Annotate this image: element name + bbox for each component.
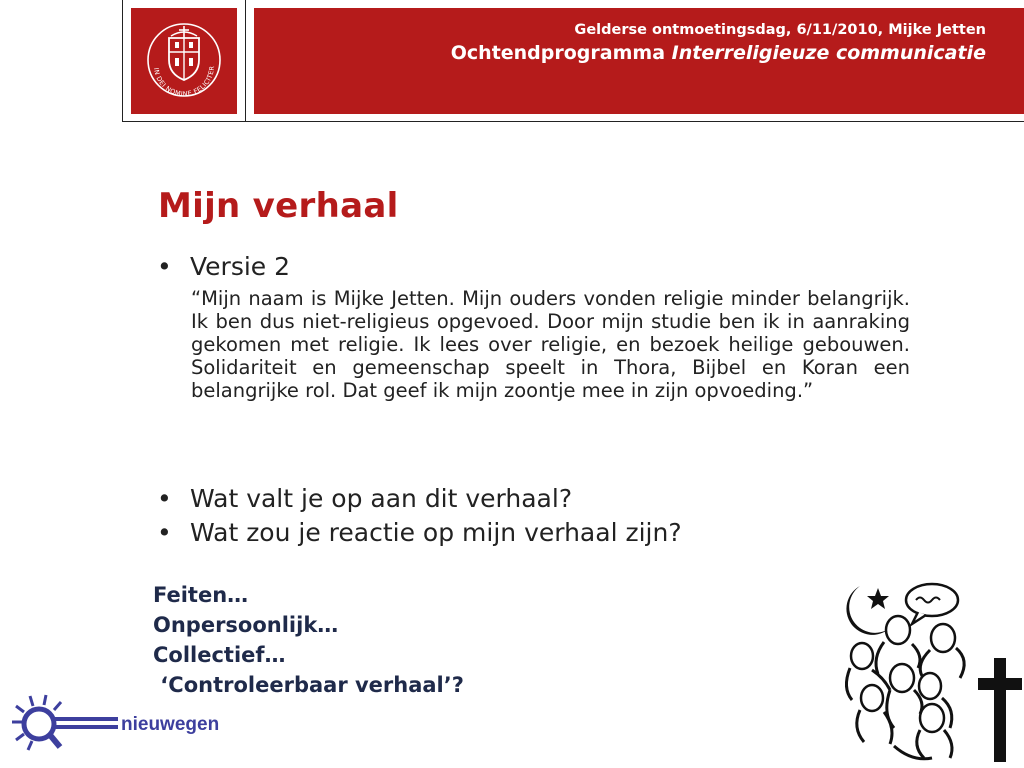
slide-title: Mijn verhaal <box>158 186 399 226</box>
bullet-label: Wat valt je op aan dit verhaal? <box>190 484 573 513</box>
event-subtitle: Gelderse ontmoetingsdag, 6/11/2010, Mijke Jetten <box>574 22 986 38</box>
header-divider <box>245 0 246 122</box>
university-logo <box>131 8 237 114</box>
fact-line: ‘Controleerbaar verhaal’? <box>153 673 464 697</box>
bullet-dot: • <box>157 252 172 281</box>
bullet-dot: • <box>157 518 172 547</box>
bullet-label: Wat zou je reactie op mijn verhaal zijn? <box>190 518 682 547</box>
program-title <box>451 42 986 64</box>
nieuwegen-logo <box>6 692 231 762</box>
header-band <box>254 8 1024 114</box>
bullet-item <box>157 252 290 281</box>
bullet-label: Versie 2 <box>190 252 291 281</box>
nieuwegen-wordmark: nieuwegen <box>121 714 220 735</box>
fact-line: Collectief… <box>153 643 286 667</box>
fact-line: Feiten… <box>153 583 249 607</box>
bullet-dot: • <box>157 484 172 513</box>
seal-text: IN DEI NOMINE FELICITER <box>152 65 217 99</box>
program-title-plain: Ochtendprogramma <box>450 42 672 64</box>
fact-line: Onpersoonlijk… <box>153 613 339 637</box>
facts-list <box>153 580 464 700</box>
nieuwegen-logo-icon <box>6 692 231 762</box>
bullet-item <box>157 484 572 513</box>
interfaith-clipart <box>832 578 1024 764</box>
bullet-item <box>157 518 682 547</box>
program-title-italic: Interreligieuze communicatie <box>671 42 986 64</box>
story-quote: “Mijn naam is Mijke Jetten. Mijn ouders vonden religie minder belangrijk. Ik ben dus niet-religieus opgevoed. Door mijn studie ben ik in aanraking gekomen met religie. Ik lees over religie, en bezoek heilige gebouwen. Solidariteit en gemeenschap speelt in Thora, Bijbel en Koran een belangrijke rol. Dat geef ik mijn zoontje mee in zijn opvoeding.” <box>191 287 910 402</box>
interfaith-people-icon <box>832 578 1024 764</box>
university-seal-icon <box>131 8 237 114</box>
